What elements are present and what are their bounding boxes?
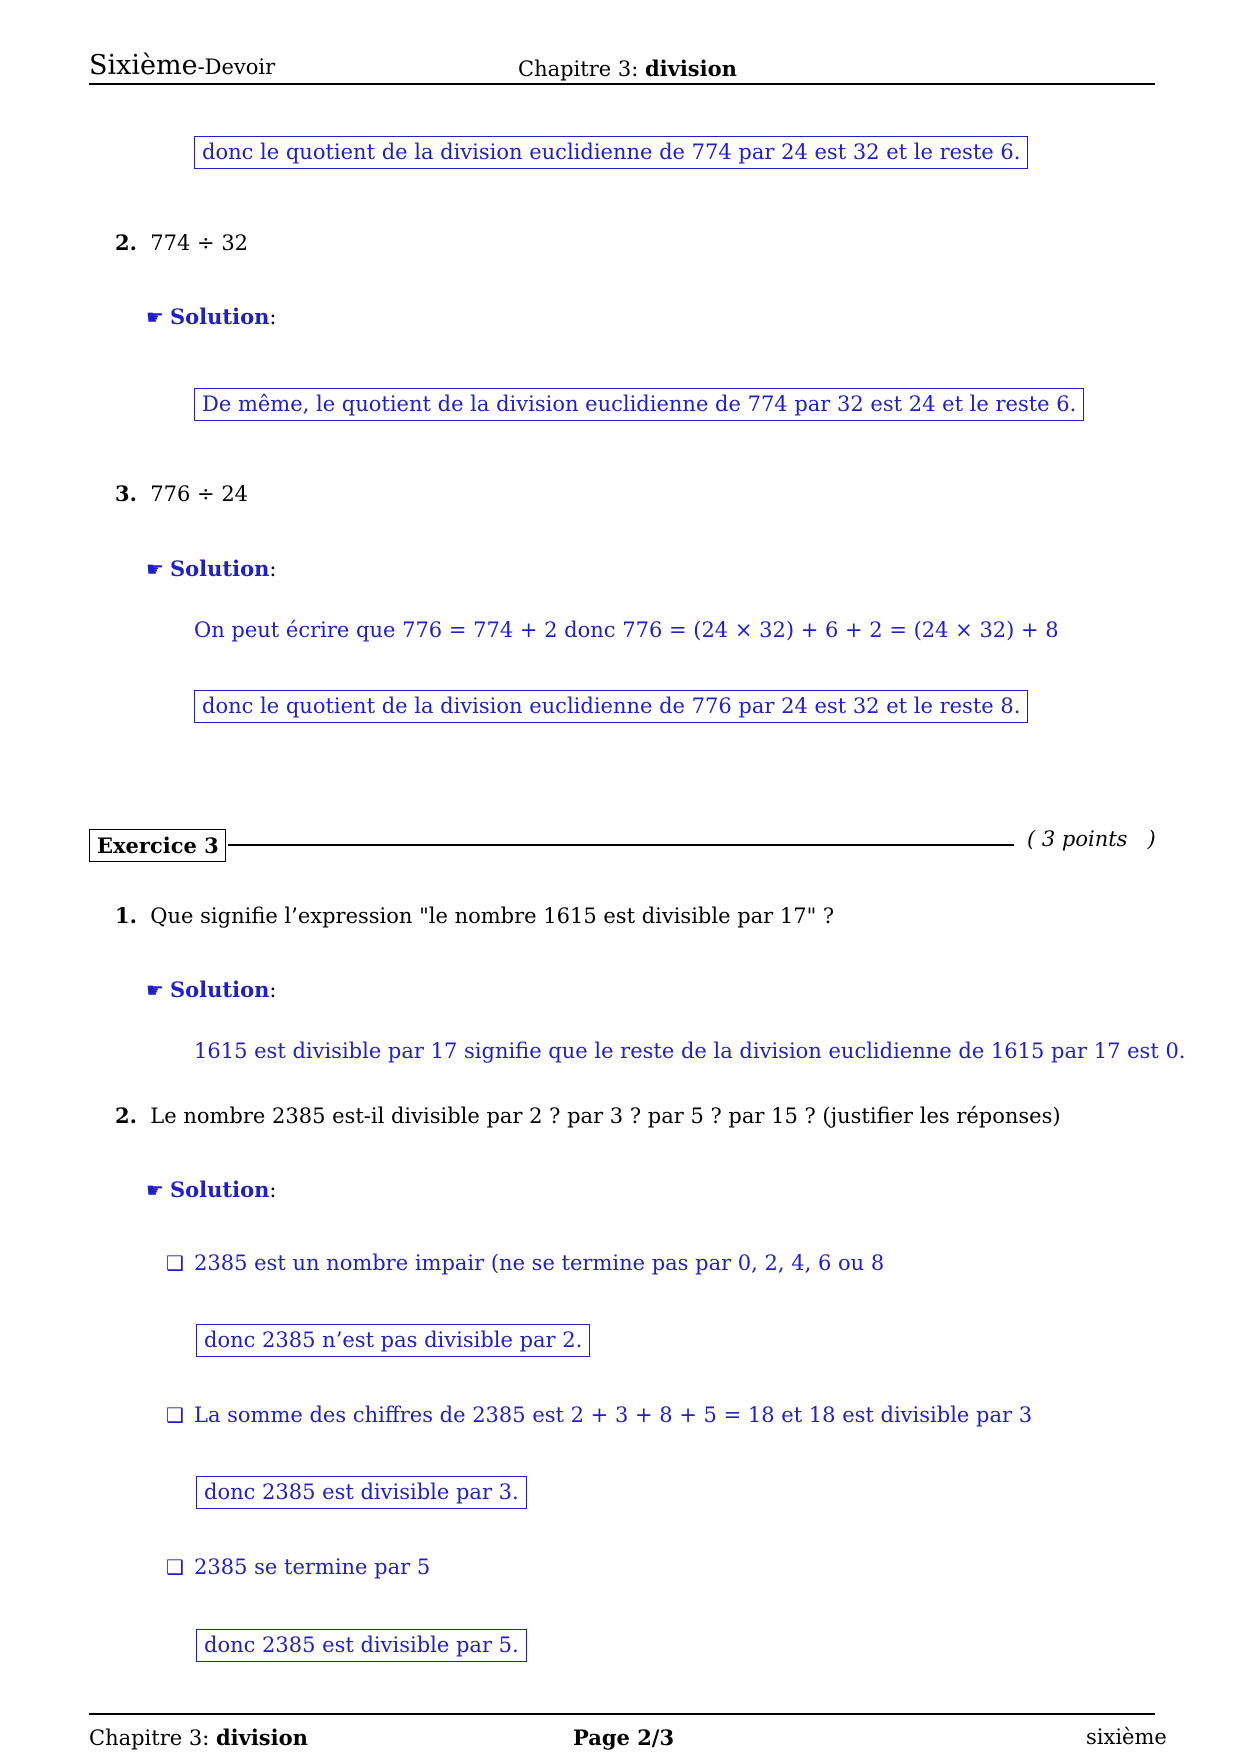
list-item: ❑ La somme des chiffres de 2385 est 2 + 3 + 8 + 5 = 18 et 18 est divisible par 3 [166,1403,1033,1427]
header-rule [89,83,1155,85]
question-number: 3. [115,481,137,506]
list-item: ❑ 2385 se termine par 5 [166,1555,431,1579]
question-3 [115,481,248,506]
boxed-conclusion: donc 2385 n’est pas divisible par 2. [196,1324,590,1357]
footer-level: sixième [1086,1725,1167,1749]
footer-rule [89,1713,1155,1715]
header-chapter-title: division [644,56,737,81]
pointing-hand-icon: ☛ [146,978,164,1002]
exercise-rule [228,844,1014,846]
square-bullet-icon: ❑ [166,1555,184,1579]
header-chapter-prefix: Chapitre 3: [518,57,645,81]
question-2 [115,1103,1061,1128]
page-number: Page 2/3 [573,1725,675,1750]
square-bullet-icon: ❑ [166,1403,184,1427]
header-chapter [518,56,737,81]
question-number: 2. [115,1103,137,1128]
question-expression: 774 ÷ 32 [150,231,249,255]
solution-text: 1615 est divisible par 17 signifie que le reste de la division euclidienne de 1615 par 17 est 0. [194,1039,1186,1063]
question-text: Le nombre 2385 est-il divisible par 2 ? par 3 ? par 5 ? par 15 ? (justifier les réponses) [150,1104,1061,1128]
list-item: ❑ 2385 est un nombre impair (ne se termine pas par 0, 2, 4, 6 ou 8 [166,1251,885,1275]
solution-text: On peut écrire que 776 = 774 + 2 donc 776 = (24 × 32) + 6 + 2 = (24 × 32) + 8 [194,618,1059,642]
question-1 [115,903,834,928]
question-number: 2. [115,230,137,255]
header-doc-type: -Devoir [197,55,276,79]
square-bullet-icon: ❑ [166,1251,184,1275]
pointing-hand-icon: ☛ [146,1178,164,1202]
exercise-points: ( 3 points ) [1027,827,1156,851]
boxed-conclusion: donc le quotient de la division euclidienne de 776 par 24 est 32 et le reste 8. [194,690,1028,723]
question-number: 1. [115,903,137,928]
boxed-conclusion-top: donc le quotient de la division euclidienne de 774 par 24 est 32 et le reste 6. [194,136,1028,169]
header-level: Sixième [89,50,198,81]
solution-label: ☛ Solution: [146,556,277,581]
solution-label: ☛ Solution: [146,977,277,1002]
footer-chapter: Chapitre 3: division [89,1725,308,1750]
exercise-title: Exercice 3 [89,829,226,862]
solution-label: ☛ Solution: [146,304,277,329]
pointing-hand-icon: ☛ [146,557,164,581]
pointing-hand-icon: ☛ [146,305,164,329]
question-text: Que signifie l’expression "le nombre 1615 est divisible par 17" ? [150,904,835,928]
boxed-conclusion: De même, le quotient de la division euclidienne de 774 par 32 est 24 et le reste 6. [194,388,1084,421]
header-left [89,50,275,81]
question-2 [115,230,248,255]
solution-label: ☛ Solution: [146,1177,277,1202]
question-expression: 776 ÷ 24 [150,482,249,506]
boxed-conclusion: donc 2385 est divisible par 5. [196,1629,527,1662]
boxed-conclusion: donc 2385 est divisible par 3. [196,1476,527,1509]
